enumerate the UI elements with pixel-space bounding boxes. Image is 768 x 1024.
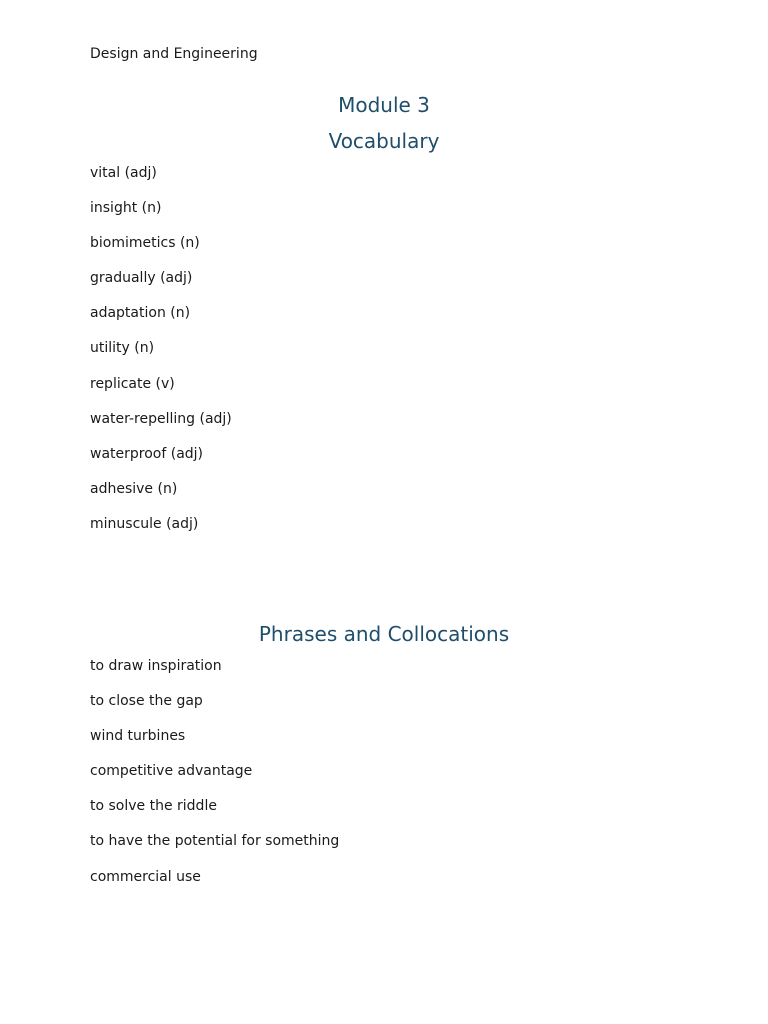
module-title: Module 3 bbox=[338, 93, 430, 117]
phrases-heading: Phrases and Collocations bbox=[258, 622, 510, 646]
vocabulary-item: utility (n) bbox=[90, 340, 155, 357]
vocabulary-item: adhesive (n) bbox=[90, 480, 178, 497]
vocabulary-item: insight (n) bbox=[90, 200, 162, 217]
phrase-item: to solve the riddle bbox=[90, 798, 217, 815]
phrases-list bbox=[90, 657, 339, 903]
vocabulary-heading: Vocabulary bbox=[328, 129, 440, 153]
vocabulary-list bbox=[90, 164, 232, 550]
vocabulary-item: replicate (v) bbox=[90, 375, 175, 392]
phrase-item: wind turbines bbox=[90, 728, 186, 745]
vocabulary-item: adaptation (n) bbox=[90, 305, 191, 322]
vocabulary-item: vital (adj) bbox=[90, 165, 157, 181]
phrase-item: to close the gap bbox=[90, 693, 203, 710]
vocabulary-item: minuscule (adj) bbox=[90, 515, 199, 532]
vocabulary-item: gradually (adj) bbox=[90, 270, 193, 287]
course-header: Design and Engineering bbox=[90, 46, 258, 62]
phrase-item: commercial use bbox=[90, 868, 201, 885]
vocabulary-item: biomimetics (n) bbox=[90, 235, 200, 252]
phrase-item: to draw inspiration bbox=[90, 658, 222, 674]
vocabulary-item: waterproof (adj) bbox=[90, 445, 204, 462]
vocabulary-item: water-repelling (adj) bbox=[90, 410, 232, 427]
phrase-item: competitive advantage bbox=[90, 763, 253, 780]
phrase-item: to have the potential for something bbox=[90, 833, 340, 850]
